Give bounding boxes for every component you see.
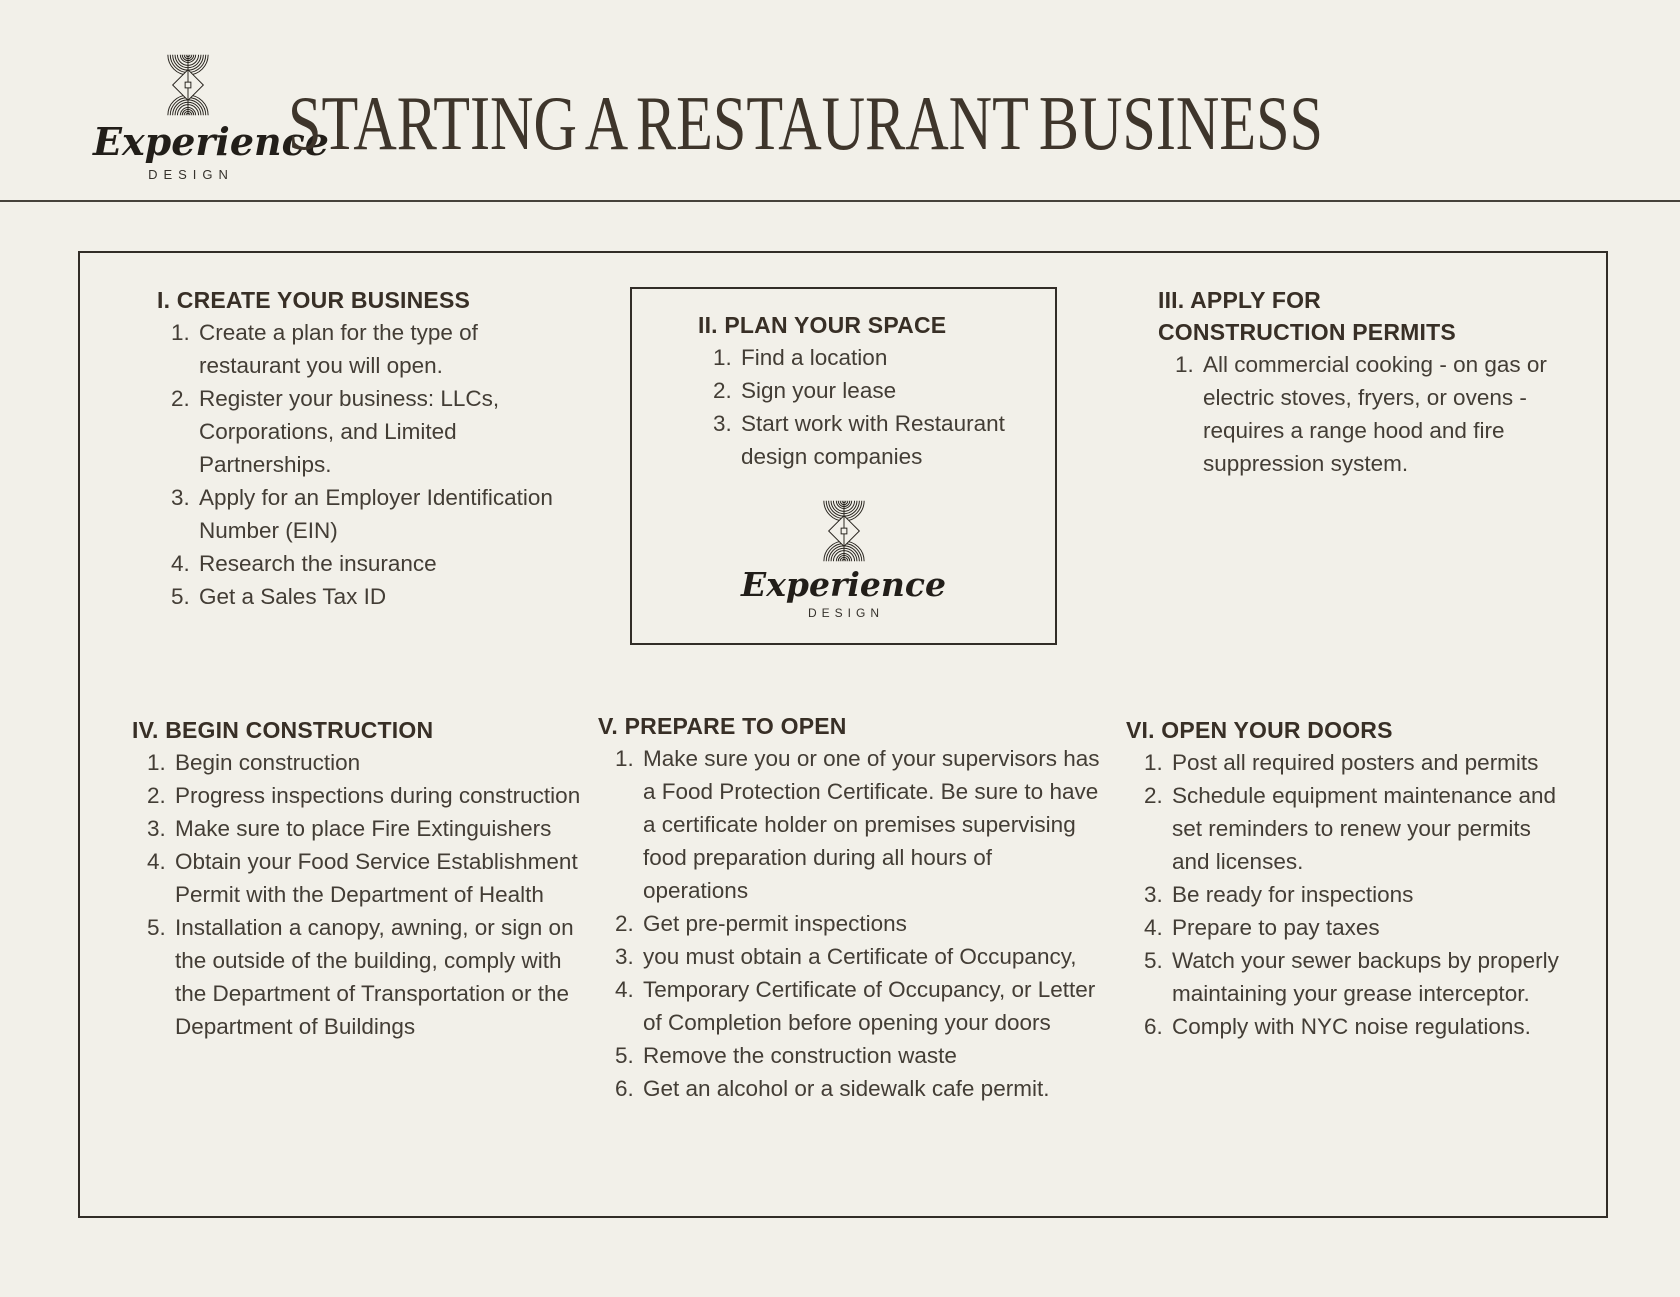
- step-item: 1. Post all required posters and permits: [1169, 746, 1561, 779]
- step-item: 3. Be ready for inspections: [1169, 878, 1561, 911]
- step-list: [698, 341, 1038, 473]
- section-create-your-business: [157, 284, 557, 613]
- section-plan-your-space: [630, 287, 1057, 645]
- step-item: 5. Installation a canopy, awning, or sign on the outside of the building, comply with the Department of Transportation or the Department of Buildings: [172, 911, 597, 1043]
- step-list: [132, 746, 597, 1043]
- brand-emblem-icon: [159, 50, 217, 120]
- page-title: STARTING A RESTAURANT BUSINESS: [288, 82, 1323, 167]
- step-item: 1. Find a location: [738, 341, 1038, 374]
- brand-name: Experience: [93, 119, 329, 164]
- section-open-your-doors: [1126, 714, 1561, 1043]
- step-item: 3. Apply for an Employer Identification Number (EIN): [196, 481, 557, 547]
- step-item: 3. Make sure to place Fire Extinguishers: [172, 812, 597, 845]
- step-list: [598, 742, 1103, 1105]
- step-item: 2. Schedule equipment maintenance and set reminders to renew your permits and licenses.: [1169, 779, 1561, 878]
- step-item: 1. Create a plan for the type of restaurant you will open.: [196, 316, 557, 382]
- brand-name: Experience: [741, 565, 946, 604]
- step-item: 1. Make sure you or one of your supervisors has a Food Protection Certificate. Be sure to have a certificate holder on premises supervising food preparation during all hours of operations: [640, 742, 1103, 907]
- step-item: 3. you must obtain a Certificate of Occupancy,: [640, 940, 1103, 973]
- step-item: 4. Obtain your Food Service Establishment Permit with the Department of Health: [172, 845, 597, 911]
- step-item: 1. Begin construction: [172, 746, 597, 779]
- brand-logo: [93, 50, 329, 182]
- step-list: [1158, 348, 1563, 480]
- section-heading: VI. OPEN YOUR DOORS: [1126, 717, 1393, 743]
- step-list: [157, 316, 557, 613]
- brand-logo: [632, 496, 1055, 620]
- step-item: 3. Start work with Restaurant design companies: [738, 407, 1038, 473]
- brand-subtitle: DESIGN: [807, 605, 884, 620]
- section-heading: III. APPLY FOR CONSTRUCTION PERMITS: [1158, 287, 1456, 345]
- section-heading: V. PREPARE TO OPEN: [598, 713, 847, 739]
- section-heading: I. CREATE YOUR BUSINESS: [157, 287, 471, 313]
- step-item: 4. Prepare to pay taxes: [1169, 911, 1561, 944]
- step-item: 4. Temporary Certificate of Occupancy, or Letter of Completion before opening your doors: [640, 973, 1103, 1039]
- step-item: 5. Get a Sales Tax ID: [196, 580, 557, 613]
- content-frame: [78, 251, 1608, 1218]
- header-divider: [0, 200, 1680, 202]
- step-item: 4. Research the insurance: [196, 547, 557, 580]
- section-begin-construction: [132, 714, 597, 1043]
- step-list: [1126, 746, 1561, 1043]
- step-item: 6. Get an alcohol or a sidewalk cafe permit.: [640, 1072, 1103, 1105]
- step-item: 5. Remove the construction waste: [640, 1039, 1103, 1072]
- step-item: 6. Comply with NYC noise regulations.: [1169, 1010, 1561, 1043]
- brand-subtitle: DESIGN: [148, 166, 234, 182]
- step-item: 1. All commercial cooking - on gas or electric stoves, fryers, or ovens - requires a range hood and fire suppression system.: [1200, 348, 1563, 480]
- step-item: 5. Watch your sewer backups by properly maintaining your grease interceptor.: [1169, 944, 1561, 1010]
- section-heading: IV. BEGIN CONSTRUCTION: [132, 717, 434, 743]
- section-apply-for-construction-permits: [1158, 284, 1563, 480]
- step-item: 2. Progress inspections during construction: [172, 779, 597, 812]
- step-item: 2. Register your business: LLCs, Corporations, and Limited Partnerships.: [196, 382, 557, 481]
- step-item: 2. Get pre-permit inspections: [640, 907, 1103, 940]
- brand-emblem-icon: [814, 496, 874, 566]
- section-prepare-to-open: [598, 710, 1103, 1105]
- section-heading: II. PLAN YOUR SPACE: [698, 312, 947, 338]
- step-item: 2. Sign your lease: [738, 374, 1038, 407]
